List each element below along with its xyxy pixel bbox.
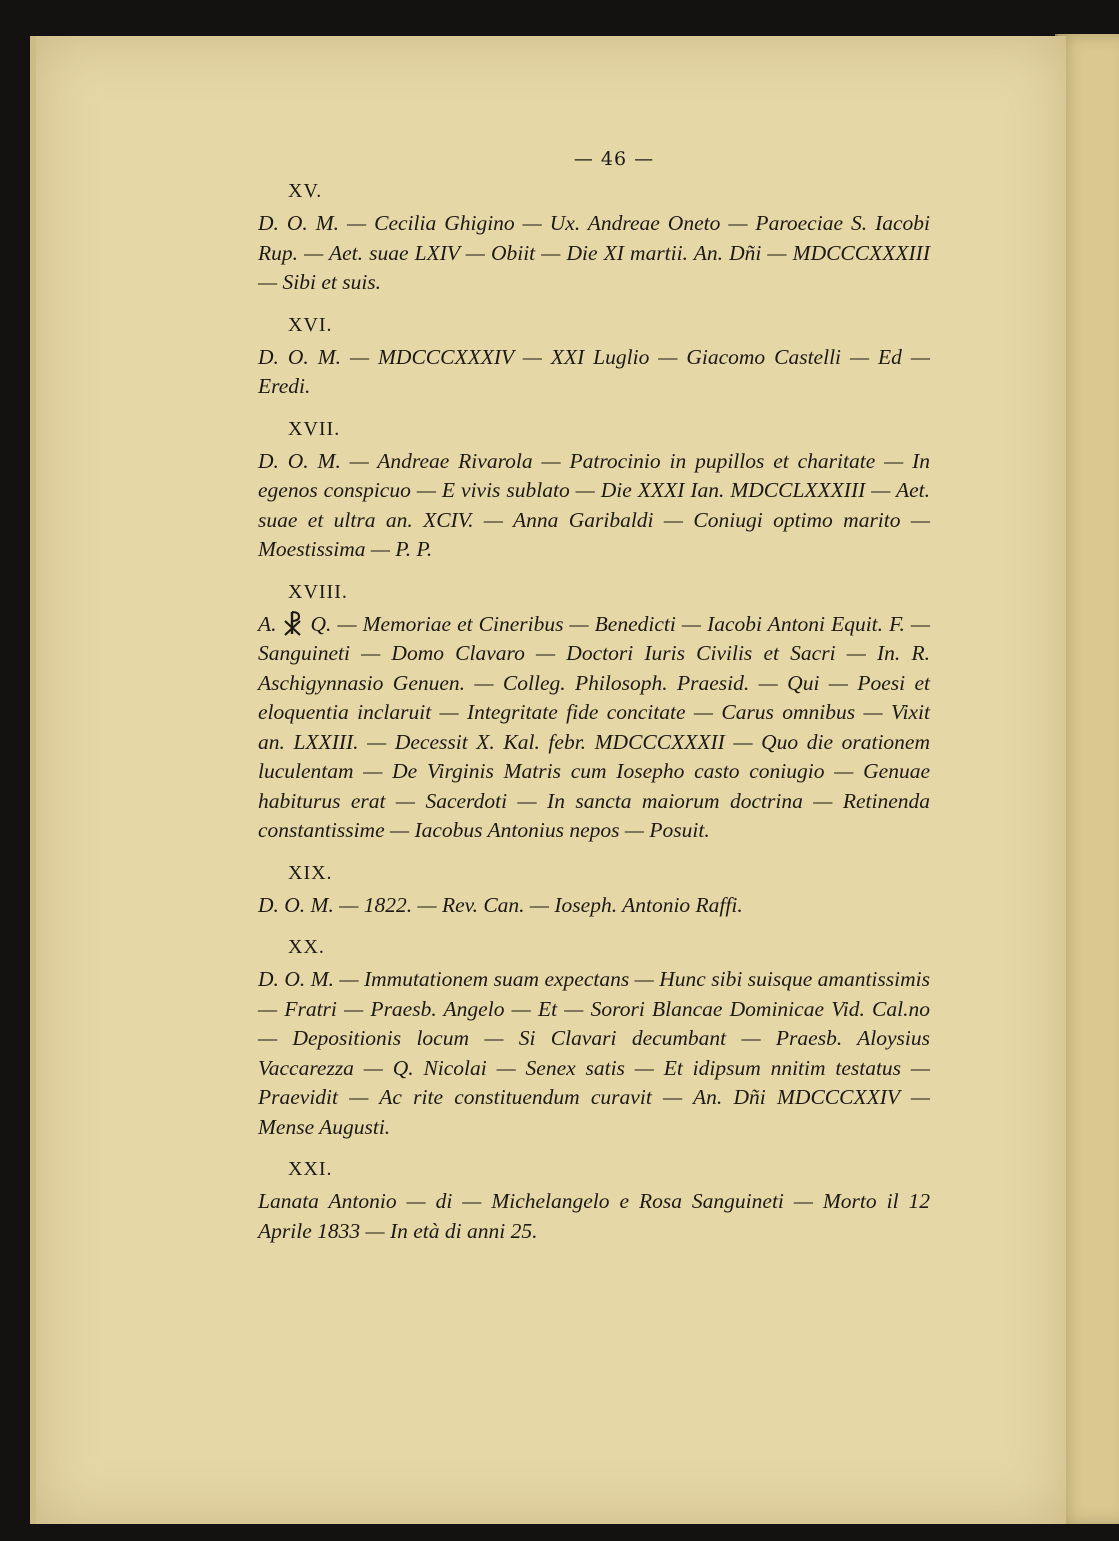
entry-numeral: XVIII. [288, 580, 348, 603]
inscription-entry [258, 180, 930, 298]
page-content [258, 148, 930, 1262]
inscription-entry [258, 862, 930, 921]
inscription-prefix: A. [258, 611, 277, 636]
inscription-entry [258, 418, 930, 565]
inscription-text: D. O. M. — MDCCCXXXIV — XXI Luglio — Giacomo Castelli — Ed — Eredi. [258, 344, 930, 398]
entry-numeral: XXI. [288, 1158, 333, 1180]
inscription-entry [258, 581, 930, 846]
inscription-body: Q. — Memoriae et Cineribus — Benedicti — Iacobi Antoni Equit. F. — Sanguineti — Domo Clavaro — Doctori Iuris Civilis et Sacri — In. R. Aschigynnasio Genuen. — Colleg. Philosoph. Praesid. — Qui — Poesi et eloquentia inclaruit — Integritate fide concitate — Carus omnibus — Vixit an. LXXIII. — Decessit X. Kal. febr. MDCCCXXXII — Quo die orationem luculentam — De Virginis Matris cum Iosepho casto coniugio — Genuae habiturus erat — Sacerdoti — In sancta maiorum doctrina — Retinenda constantissime — Iacobus Antonius nepos — Posuit. [258, 611, 930, 842]
entry-numeral: XX. [288, 936, 325, 958]
chi-rho-icon [283, 610, 305, 636]
inscription-text: Lanata Antonio — di — Michelangelo e Rosa Sanguineti — Morto il 12 Aprile 1833 — In età di anni 25. [258, 1189, 930, 1243]
inscription-entry [258, 314, 930, 402]
entry-numeral: XIX. [288, 861, 333, 884]
inscription-text: D. O. M. — Immutationem suam expectans — Hunc sibi suisque amantissimis — Fratri — Praesb. Angelo — Et — Sorori Blancae Dominicae Vid. Cal.no — Depositionis locum — Si Clavari decumbant — Praesb. Aloysius Vaccarezza — Q. Nicolai — Senex satis — Et idipsum nnitim testatus — Praevidit — Ac rite constituendum curavit — An. Dñi MDCCCXXIV — Mense Augusti. [258, 967, 930, 1139]
inscription-text: D. O. M. — Andreae Rivarola — Patrocinio in pupillos et charitate — In egenos conspicuo — E vivis sublato — Die XXXI Ian. MDCCLXXXIII — Aet. suae et ultra an. XCIV. — Anna Garibaldi — Coniugi optimo marito — Moestissima — P. P. [258, 448, 930, 561]
inscription-text: D. O. M. — Cecilia Ghigino — Ux. Andreae Oneto — Paroeciae S. Iacobi Rup. — Aet. suae LXIV — Obiit — Die XI martii. An. Dñi — MDCCCXXXIII — Sibi et suis. [258, 211, 930, 294]
inscription-text [258, 610, 930, 846]
entry-numeral: XV. [288, 180, 323, 202]
entry-numeral: XVII. [288, 417, 341, 440]
entry-numeral: XVI. [288, 313, 333, 336]
inscription-entry [258, 936, 930, 1142]
inscription-entry [258, 1158, 930, 1246]
inscription-text: D. O. M. — 1822. — Rev. Can. — Ioseph. Antonio Raffi. [258, 892, 743, 917]
page-number: — 46 — [573, 148, 655, 170]
